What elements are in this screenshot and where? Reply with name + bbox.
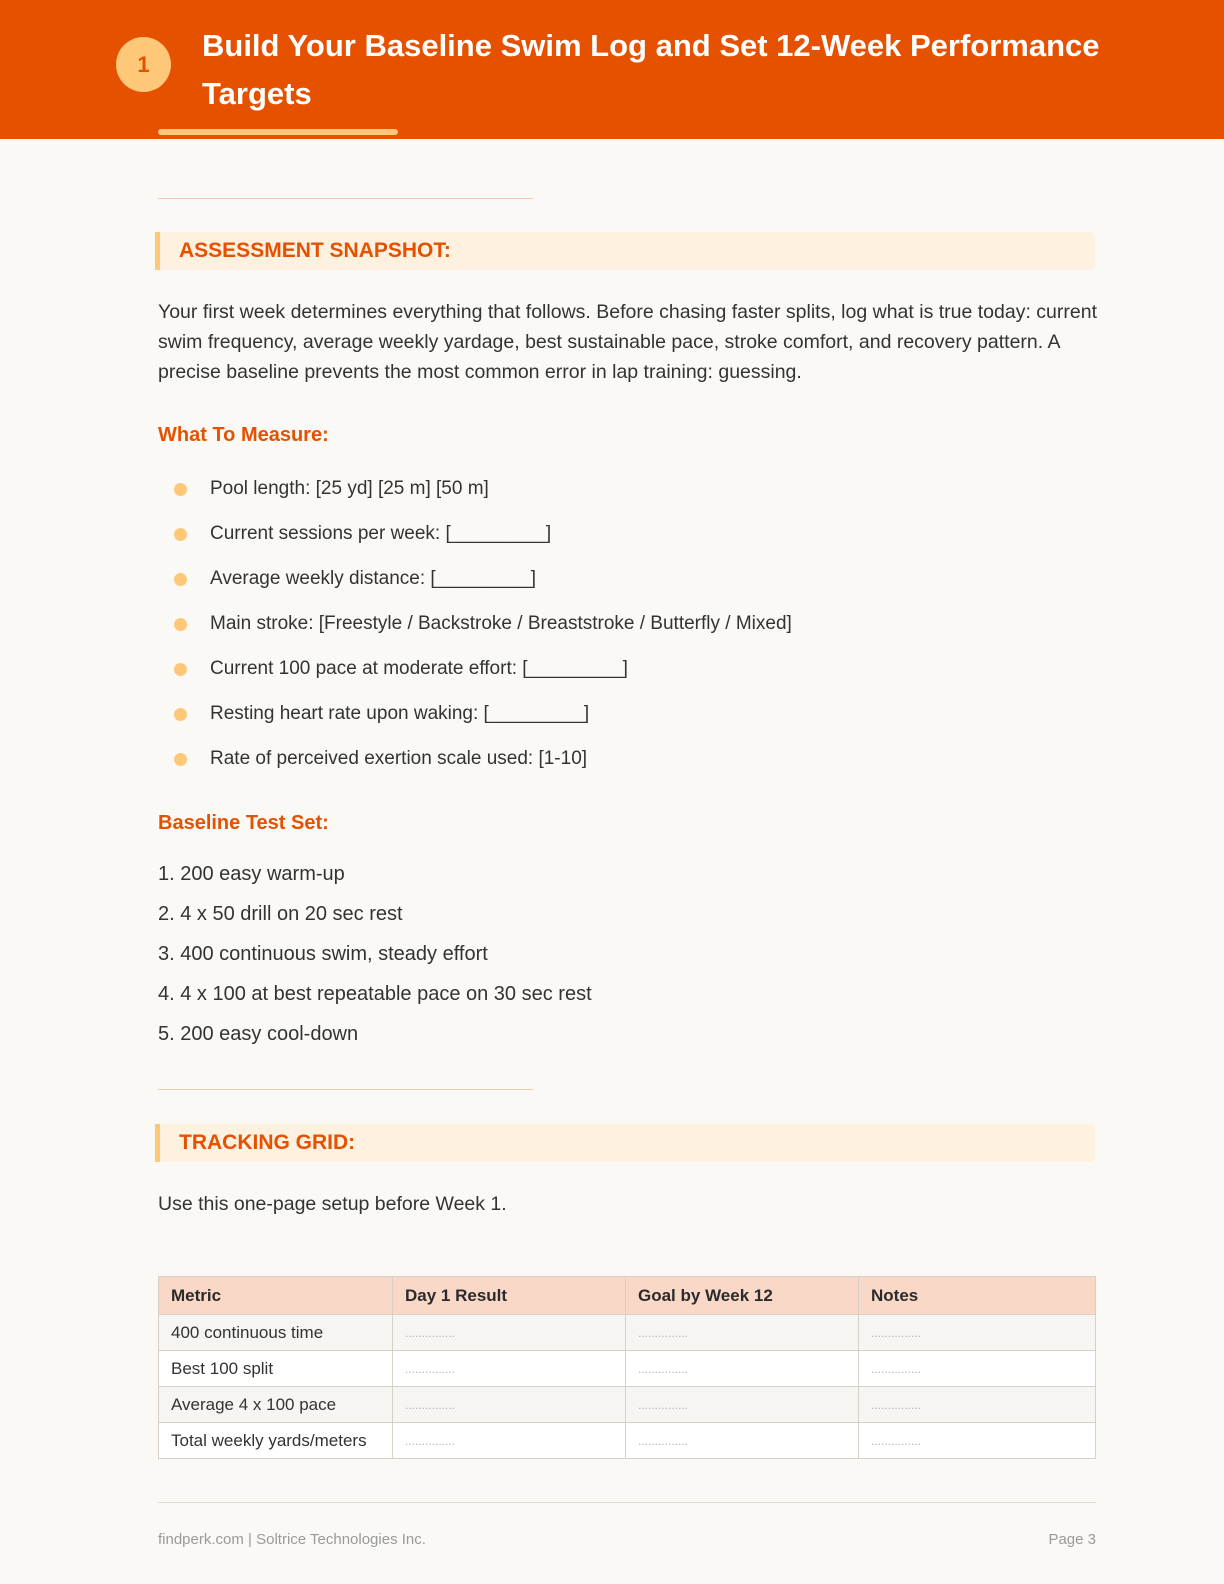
list-item: Rate of perceived exertion scale used: [1-10] (158, 742, 1098, 787)
table-header-row (159, 1277, 1096, 1315)
column-header: Day 1 Result (393, 1277, 626, 1315)
list-item: 3. 400 continuous swim, steady effort (158, 943, 488, 965)
section-divider (158, 198, 533, 199)
page-header (0, 0, 1224, 139)
table-row (159, 1351, 1096, 1387)
column-header: Metric (159, 1277, 393, 1315)
title-underline (158, 129, 398, 135)
tracking-intro: Use this one-page setup before Week 1. (158, 1193, 507, 1215)
list-item: 4. 4 x 100 at best repeatable pace on 30 sec rest (158, 983, 592, 1005)
page-title: Build Your Baseline Swim Log and Set 12-Week Performance Targets (202, 28, 1100, 111)
bullet-dot-icon (174, 573, 187, 586)
table-cell-blank[interactable]: ............... (393, 1315, 626, 1351)
list-item: Pool length: [25 yd] [25 m] [50 m] (158, 472, 1098, 517)
table-cell-blank[interactable]: ............... (626, 1387, 859, 1423)
table-cell-blank[interactable]: ............... (393, 1423, 626, 1459)
list-item: 1. 200 easy warm-up (158, 863, 345, 885)
table-cell-blank[interactable]: ............... (859, 1423, 1096, 1459)
list-item: Average weekly distance: [_________] (158, 562, 1098, 607)
bullet-dot-icon (174, 663, 187, 676)
page-number: Page 3 (1048, 1531, 1096, 1548)
column-header: Goal by Week 12 (626, 1277, 859, 1315)
table-cell: Average 4 x 100 pace (159, 1387, 393, 1423)
list-item: Current 100 pace at moderate effort: [_________] (158, 652, 1098, 697)
baseline-test-heading: Baseline Test Set: (158, 812, 329, 834)
table-cell-blank[interactable]: ............... (626, 1351, 859, 1387)
bullet-dot-icon (174, 528, 187, 541)
list-item: 2. 4 x 50 drill on 20 sec rest (158, 903, 403, 925)
baseline-test-list (158, 860, 592, 1060)
column-header: Notes (859, 1277, 1096, 1315)
list-item: 5. 200 easy cool-down (158, 1023, 359, 1045)
table-cell-blank[interactable]: ............... (393, 1351, 626, 1387)
table-cell-blank[interactable]: ............... (626, 1423, 859, 1459)
list-item: Main stroke: [Freestyle / Backstroke / Breaststroke / Butterfly / Mixed] (158, 607, 1098, 652)
table-row (159, 1315, 1096, 1351)
tracking-table (158, 1276, 1096, 1459)
list-item: Resting heart rate upon waking: [_________] (158, 697, 1098, 742)
bullet-dot-icon (174, 708, 187, 721)
table-cell-blank[interactable]: ............... (859, 1387, 1096, 1423)
step-number-badge: 1 (116, 37, 171, 92)
footer-divider (158, 1502, 1096, 1503)
table-cell: 400 continuous time (159, 1315, 393, 1351)
bullet-dot-icon (174, 753, 187, 766)
table-cell: Best 100 split (159, 1351, 393, 1387)
measure-list (158, 472, 1098, 787)
tracking-heading: TRACKING GRID: (155, 1124, 1095, 1162)
table-row (159, 1423, 1096, 1459)
table-cell-blank[interactable]: ............... (626, 1315, 859, 1351)
table-row (159, 1387, 1096, 1423)
assessment-intro: Your first week determines everything that follows. Before chasing faster splits, log what is true today: current swim frequency, average weekly yardage, best sustainable pace, stroke comfort, and recovery pattern. A precise baseline prevents the most common error in lap training: guessing. (158, 301, 1097, 383)
assessment-heading: ASSESSMENT SNAPSHOT: (155, 232, 1095, 270)
table-cell-blank[interactable]: ............... (393, 1387, 626, 1423)
bullet-dot-icon (174, 483, 187, 496)
table-cell-blank[interactable]: ............... (859, 1315, 1096, 1351)
table-cell-blank[interactable]: ............... (859, 1351, 1096, 1387)
list-item: Current sessions per week: [_________] (158, 517, 1098, 562)
footer-company: findperk.com | Soltrice Technologies Inc. (158, 1531, 426, 1548)
what-to-measure-heading: What To Measure: (158, 424, 329, 446)
section-divider (158, 1089, 533, 1090)
table-cell: Total weekly yards/meters (159, 1423, 393, 1459)
bullet-dot-icon (174, 618, 187, 631)
